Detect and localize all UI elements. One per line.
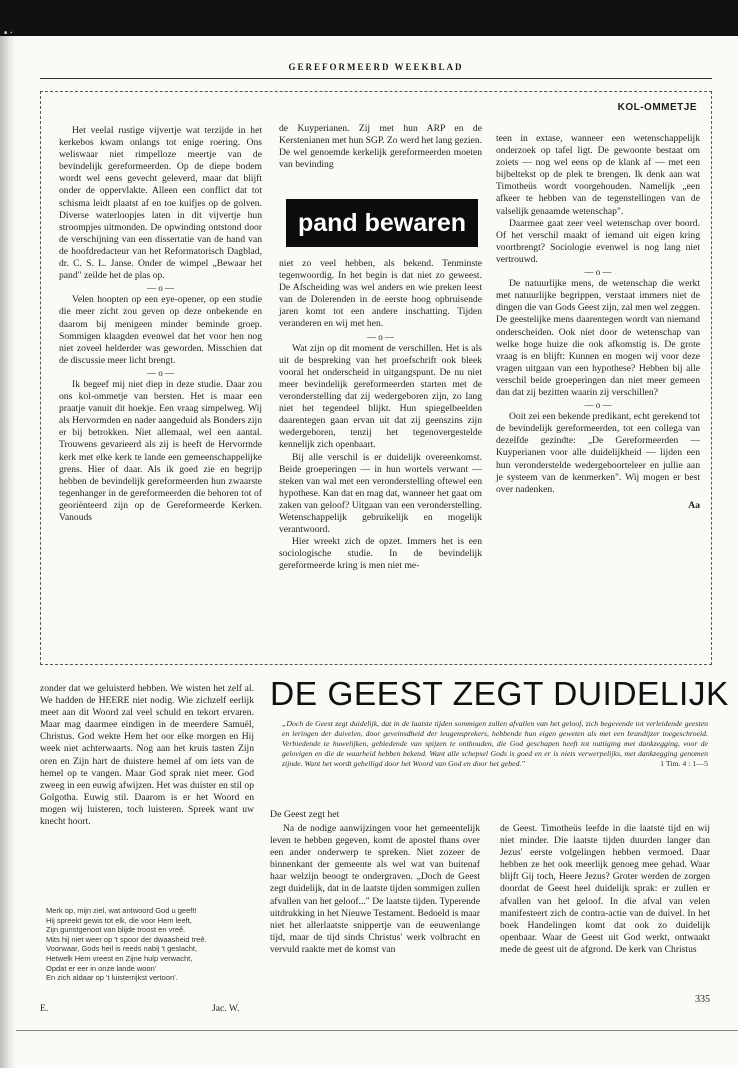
poem-line: En zich aldaar op 't luisterrijkst vertoon'. <box>46 973 178 983</box>
paragraph: Bij alle verschil is er duidelijk overeenkomst. Beide groeperingen — in hun wortels verwant — steken van wal met een veronderstelling oftewel een hypothese. Kan dat en mag dat, wanneer het gaat om zaken van geloof? Uitgaan van een veronderstelling. Wetenschappelijk gebruikelijk en mogelijk verantwoord. <box>279 451 482 536</box>
paragraph: De natuurlijke mens, de wetenschap die werkt met natuurlijke begrippen, verstaat immers niet de dingen die van Gods Geest zijn, zal men wel zeggen. De geestelijke mens daarentegen wordt van niemand onderscheiden. Ook niet door de wetenschap van welke hoge huize die ook afkomstig is. De grote vraag is en blijft: Kunnen en mogen wij voor deze vragen uitgaan van een hypothese? Hebben bij alle verschil beide groeperingen dan niet meer gemeen dan dat zij bezitten waarin zij verschillen? <box>496 278 700 398</box>
poem-line: Zijn gunstgenoot van blijde troost en vreê. <box>46 925 186 935</box>
poem-line: Hij spreekt gewis tot elk, die voor Hem leeft, <box>46 915 192 925</box>
section-separator: — o — <box>147 367 174 378</box>
paragraph: Daarmee gaat zeer veel wetenschap over boord. Of het verschil maakt of iemand uit eigen kring voortbrengt? Sociologie evenwel is nog lang niet vertrouwd. <box>496 217 700 265</box>
paragraph: niet zo veel hebben, als bekend. Tenminste tegenwoordig. In het begin is dat niet zo geweest. De Afscheiding was wel anders en wie preken leest van de Dolerenden in de eerste hoog opbruisende jaren komt tot een andere inschatting. Tijden veranderen en wij met hen. <box>279 258 482 330</box>
bottom-rule <box>16 1030 738 1031</box>
paragraph: Ik begeef mij niet diep in deze studie. Daar zou ons kol-ommetje van bersten. Het is maar een praatje vanuit dit hoekje. Een vraag simpelweg. Wij als Hervormden en nader aangeduid als Bonders zijn er bij betrokken. Niet allemaal, wel een aantal. Trouwens gevarieerd als zij is heeft de Hervormde kerk met elke kerk te lande een gemeenschappelijke grens. Hier of daar. Als ik goed zie en begrijp hebben de bevindelijk gereformeerden hun zwaarste tegenhanger in de gereformeerden die behoren tot of georiënteerd zijn op de Gereformeerde Kerken. Vanouds <box>59 378 262 523</box>
box-column-1 <box>59 125 262 524</box>
quote-text: „Doch de Geest zegt duidelijk, dat in de laatste tijden sommigen zullen afvallen van het geloof, zich begevende tot verleidende geesten en leringen der duivelen, door geveinsdheid der leugensprekers, hebbende hun eigen geweten als met een brandijzer toegeschroeid. Verbiedende te huwelijken, gebiedende van spijzen te onthouden, die God geschapen heeft tot nuttiging met dankzegging, voor de gelovigen en die de waarheid hebben bekend. Want alle schepsel Gods is goed en er is niets verwerpelijks, met dankzegging genomen zijnde. Want het wordt geheiligd door het Woord van God en door het gebed." <box>282 719 708 768</box>
paragraph: zonder dat we geluisterd hebben. We wisten het zelf al. We hadden de HEERE niet nodig. Wie zichzelf eerlijk meet aan dit Woord zal veel schuld en tekort ervaren. Maar mag daarmee eindigen in de meerdere Samuël, Christus. God wekte Hem het oor elke morgen en Hij week niet achterwaarts. Nog aan het kruis tasten Zijn oren en Zijn hart de duistere hemel af om iets van de hemel op te vangen. Maar God sprak niet meer. God zweeg in een euwig afwijzen. Het was duister en stil op Golgotha. Euwig stil. Daarom is er het Woord en mogen wij luisteren, toch luisteren. Spreek want uw knecht hoort. <box>40 683 254 828</box>
poem-line: Opdat er eer in onze lande woon' <box>46 963 157 973</box>
signature-right: Jac. W. <box>212 1003 240 1014</box>
signature-left: E. <box>40 1003 49 1014</box>
paragraph: de Geest. Timotheüs leefde in die laatste tijd en wij niet minder. Die laatste tijden duurden langer dan Jezus' eerste volgelingen hebben vermoed. Daar hebben ze het ook meerlijk genoeg mee gehad. Waar blijft Gij toch, Heere Jezus? Groter werden de zorgen doordat de Geest heel duidelijk sprak: er zullen er afvallen van het geloof. In die afval van velen manifesteert zich de contra-actie van de duivel. In het boek Handelingen komt dat ook zo duidelijk openbaar. Waar de Geest uit God werkt, ontwaakt mede de geest uit de afgrond. De kerk van Christus <box>500 823 710 955</box>
section-separator: — o — <box>584 267 612 278</box>
article-subheading: De Geest zegt het <box>270 809 340 820</box>
section-separator: — o — <box>147 283 174 294</box>
paragraph: Het veelal rustige vijvertje wat terzijde in het kerkebos kwam onlangs tot enige roering. Ons weliswaar niet rimpelloze meertje van de bevindelijk gereformeerden. Op de diepe bodem wordt wel eens gevecht geleverd, maar dat blijft onder de oppervlakte. Alleen een conflict dat tot schisma leidt plaatst af en toe kuifjes op de golven. Diverse waterloopjes laten in dit vijvertje hun stroompjes uitmonden. De opwinding ontstond door de verschijning van een dissertatie van de hand van de hoofdredacteur van het Reformatorisch Dagblad, dr. C. S. L. Janse. Onder de wimpel „Bewaar het pand" zeilde het de plas op. <box>59 125 262 282</box>
article-column-1 <box>270 823 480 956</box>
page-gutter-shadow <box>0 36 16 1068</box>
section-separator: — o — <box>367 331 394 342</box>
paragraph: Na de nodige aanwijzingen voor het gemeentelijk leven te hebben gegeven, komt de apostel thans over een ander onderwerp te spreken. Niet zozeer de binnenkant der gemeente als wel wat van buitenaf haar welzijn beoogt te ondergraven. „Doch de Geest zegt duidelijk, dat in de laatste tijden sommigen zullen afvallen van het geloof..." De laatste tijden. Typerende uitdrukking in het Nieuwe Testament. Bedoeld is maar niet het allerlaatste snippertje van de eeuwenlange tijd, maar de tijd sinds Christus' werk volbracht en vervuld raakte met de komst van <box>270 823 480 955</box>
paragraph: teen in extase, wanneer een wetenschappelijk onderzoek op tafel ligt. De gewoonte bestaat om zoiets — nog wel eens op de klank af — met een bijbeltekst op de plek te brengen. Ik denk aan wat Timotheüs wordt voorgehouden. Namelijk „een afkeer te hebben van de tegenstellingen van de valselijk genaamde wetenschap". <box>496 133 700 217</box>
box-column-3 <box>496 133 700 512</box>
page-number: 335 <box>695 994 710 1005</box>
article-heading: pand bewaren <box>286 199 478 247</box>
article-headline: DE GEEST ZEGT DUIDELIJK <box>270 676 729 713</box>
poem-line: Hetwelk Hem vreest en Zijne hulp verwacht, <box>46 953 193 963</box>
poem-line: Voorwaar, Gods heil is reeds nabij 't geslacht, <box>46 944 198 954</box>
column-label: KOL-OMMETJE <box>617 102 697 113</box>
scripture-quote <box>282 719 708 769</box>
paragraph: Velen hoopten op een eye-opener, op een studie die meer zicht zou geven op deze onbekende en daarom bij menigeen minder beminde groep. Sommigen klaagden evenwel dat het voor hen nog niet zoveel helderder was geworden. Misschien dat de discussie meer licht brengt. <box>59 294 262 366</box>
box-column-2-top <box>279 123 482 171</box>
kol-ommetje-box <box>40 91 712 665</box>
scanner-top-bar <box>0 0 738 36</box>
paragraph: de Kuyperianen. Zij met hun ARP en de Kerstenianen met hun SGP. Zo werd het lang gezien. De wel genoemde kerkelijk gereformeerden moeten van bevinding <box>279 123 483 171</box>
section-separator: — o — <box>584 400 612 411</box>
paragraph: Ooit zei een bekende predikant, echt gerekend tot de bevindelijk gereformeerden, tot een collega van dezelfde gezindte: „De Gereformeerden — Kuyperianen voor alle duidelijkheid — lijden een hun veronderstelde wedergeboorteleer en jullie aan je systeem van de kenmerken". Wij mogen er best over nadenken. <box>496 411 700 495</box>
previous-article-continuation <box>40 683 254 828</box>
paragraph: Hier wreekt zich de opzet. Immers het is een sociologische studie. In de bevindelijk gereformeerde kring is men niet me- <box>279 536 482 572</box>
scripture-reference: 1 Tim. 4 : 1—5 <box>660 758 708 768</box>
box-column-2 <box>279 258 482 572</box>
masthead-rule <box>40 78 712 79</box>
scan-tag: ■ ▪ <box>4 30 14 36</box>
psalm-verse <box>46 906 252 983</box>
poem-line: Merk op, mijn ziel, wat antwoord God u geeft! <box>46 906 197 915</box>
paragraph: Wat zijn op dit moment de verschillen. Het is als uit de bespreking van het proefschrift ook bleek vooral het onderscheid in uitgangspunt. De nu niet meer bevindelijk gereformeerden starten met de veronderstelling dat zij wedergeboren zijn, zo lang niet het tegendeel blijkt. Hun spiegelbeelden daarentegen gaan ervan uit dat zij geenszins zijn wedergeboren, tenzij het tegenovergestelde kennelijk zich openbaart. <box>279 342 482 451</box>
masthead: GEREFORMEERD WEEKBLAD <box>288 62 464 72</box>
article-column-2 <box>500 823 710 956</box>
poem-line: Mits hij niet weer op 't spoor der dwaasheid treê. <box>46 934 207 944</box>
author-signature: Aa <box>688 499 700 511</box>
